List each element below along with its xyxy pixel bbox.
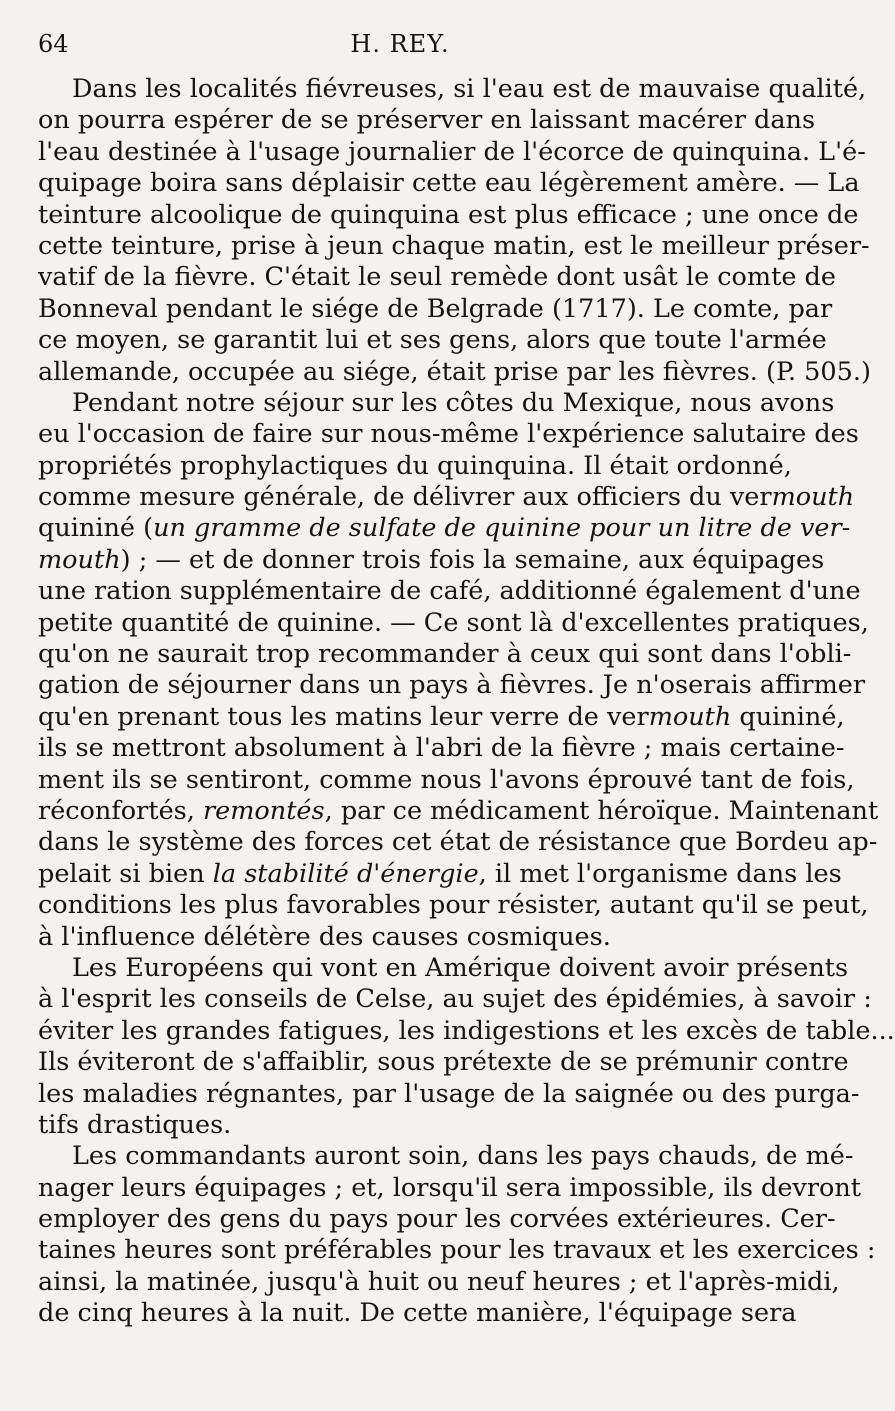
text-line: employer des gens du pays pour les corvées extérieures. Cer- bbox=[38, 1204, 836, 1235]
text-line: on pourra espérer de se préserver en laissant macérer dans bbox=[38, 105, 816, 136]
text-line: à l'esprit les conseils de Celse, au sujet des épidémies, à savoir : bbox=[38, 984, 872, 1015]
text-line: qu'en prenant tous les matins leur verre de vermouth quininé, bbox=[38, 701, 845, 732]
text-line: ment ils se sentiront, comme nous l'avons éprouvé tant de fois, bbox=[38, 764, 855, 795]
page-number: 64 bbox=[38, 30, 69, 58]
text-line: Dans les localités fiévreuses, si l'eau est de mauvaise qualité, bbox=[72, 74, 867, 104]
text-line: qu'on ne saurait trop recommander à ceux qui sont dans l'obli- bbox=[38, 639, 852, 670]
paragraph bbox=[38, 1141, 876, 1329]
text-line: eu l'occasion de faire sur nous-même l'expérience salutaire des bbox=[38, 419, 859, 450]
text-line: ainsi, la matinée, jusqu'à huit ou neuf heures ; et l'après-midi, bbox=[38, 1266, 840, 1297]
text-line: taines heures sont préférables pour les travaux et les exercices : bbox=[38, 1235, 876, 1266]
text-line: de cinq heures à la nuit. De cette manière, l'équipage sera bbox=[38, 1298, 797, 1329]
text-line: ils se mettront absolument à l'abri de la fièvre ; mais certaine- bbox=[38, 733, 845, 764]
text-line: petite quantité de quinine. — Ce sont là d'excellentes pratiques, bbox=[38, 607, 869, 638]
text-line: Ils éviteront de s'affaiblir, sous prétexte de se prémunir contre bbox=[38, 1047, 849, 1078]
text-line: ce moyen, se garantit lui et ses gens, alors que toute l'armée bbox=[38, 325, 827, 356]
paragraph bbox=[38, 74, 871, 388]
text-line: l'eau destinée à l'usage journalier de l'écorce de quinquina. L'é- bbox=[38, 136, 866, 167]
text-line: dans le système des forces cet état de résistance que Bordeu ap- bbox=[38, 827, 878, 858]
text-line: comme mesure générale, de délivrer aux officiers du vermouth bbox=[38, 482, 855, 513]
page-header bbox=[38, 30, 762, 64]
text-line: réconfortés, remontés, par ce médicament héroïque. Maintenant bbox=[38, 795, 879, 826]
text-line: à l'influence délétère des causes cosmiques. bbox=[38, 921, 611, 952]
running-head: H. REY. bbox=[350, 30, 450, 58]
text-line: quipage boira sans déplaisir cette eau légèrement amère. — La bbox=[38, 168, 860, 199]
text-line: Les commandants auront soin, dans les pays chauds, de mé- bbox=[72, 1141, 854, 1172]
text-line: éviter les grandes fatigues, les indigestions et les excès de table... bbox=[38, 1015, 895, 1046]
text-line: nager leurs équipages ; et, lorsqu'il sera impossible, ils devront bbox=[38, 1172, 862, 1203]
text-line: les maladies régnantes, par l'usage de la saignée ou des purga- bbox=[38, 1078, 860, 1109]
body-text bbox=[38, 74, 895, 1330]
text-line: propriétés prophylactiques du quinquina. Il était ordonné, bbox=[38, 450, 792, 481]
text-line: Pendant notre séjour sur les côtes du Mexique, nous avons bbox=[72, 387, 835, 418]
text-line: quininé (un gramme de sulfate de quinine pour un litre de ver- bbox=[38, 513, 851, 544]
text-line: conditions les plus favorables pour résister, autant qu'il se peut, bbox=[38, 890, 869, 921]
text-line: tifs drastiques. bbox=[38, 1109, 232, 1140]
text-line: pelait si bien la stabilité d'énergie, il met l'organisme dans les bbox=[38, 858, 842, 889]
paragraph bbox=[38, 387, 879, 953]
text-line: Bonneval pendant le siége de Belgrade (1717). Le comte, par bbox=[38, 293, 833, 324]
text-line: une ration supplémentaire de café, additionné également d'une bbox=[38, 576, 861, 607]
text-line: mouth) ; — et de donner trois fois la semaine, aux équipages bbox=[38, 544, 825, 575]
text-line: gation de séjourner dans un pays à fièvres. Je n'oserais affirmer bbox=[38, 670, 866, 701]
text-line: Les Européens qui vont en Amérique doivent avoir présents bbox=[72, 952, 849, 983]
text-line: teinture alcoolique de quinquina est plus efficace ; une once de bbox=[38, 199, 859, 230]
text-line: cette teinture, prise à jeun chaque matin, est le meilleur préser- bbox=[38, 230, 870, 261]
text-line: allemande, occupée au siége, était prise par les fièvres. (P. 505.) bbox=[38, 356, 871, 387]
text-line: vatif de la fièvre. C'était le seul remède dont usât le comte de bbox=[38, 262, 836, 293]
paragraph bbox=[38, 952, 895, 1141]
